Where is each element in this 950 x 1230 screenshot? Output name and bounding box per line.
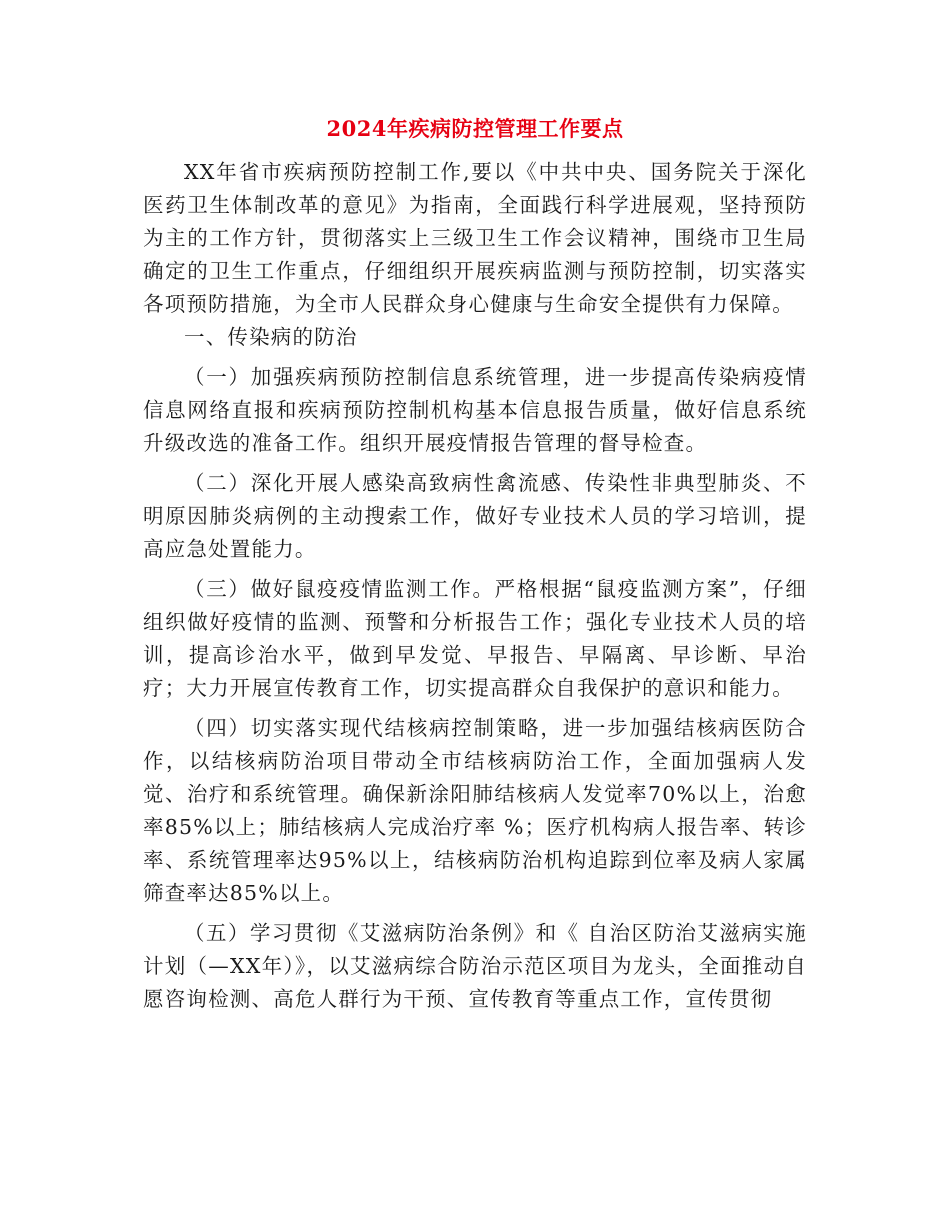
document-body (143, 156, 807, 1016)
paragraph-item-3: （三）做好鼠疫疫情监测工作。严格根据“鼠疫监测方案”，仔细组织做好疫情的监测、预警和分析报告工作；强化专业技术人员的培训，提高诊治水平，做到早发觉、早报告、早隔离、早诊断、早治疗；大力开展宣传教育工作，切实提高群众自我保护的意识和能力。 (143, 577, 807, 700)
paragraph-item-1: （一）加强疾病预防控制信息系统管理，进一步提高传染病疫情信息网络直报和疾病预防控制机构基本信息报告质量，做好信息系统升级改选的准备工作。组织开展疫情报告管理的督导检查。 (143, 365, 807, 455)
section-heading-infectious-disease: 一、传染病的防治 (184, 325, 358, 349)
paragraph-item-5: （五）学习贯彻《艾滋病防治条例》和《 自治区防治艾滋病实施计划（—XX年）》，以艾滋病综合防治示范区项目为龙头，全面推动自愿咨询检测、高危人群行为干预、宣传教育等重点工作，宣传贯彻 (143, 921, 807, 1011)
document-title: 2024年疾病防控管理工作要点 (326, 116, 624, 141)
paragraph-item-2: （二）深化开展人感染高致病性禽流感、传染性非典型肺炎、不明原因肺炎病例的主动搜索工作，做好专业技术人员的学习培训，提高应急处置能力。 (143, 471, 807, 561)
paragraph-item-4: （四）切实落实现代结核病控制策略，进一步加强结核病医防合作，以结核病防治项目带动全市结核病防治工作，全面加强病人发觉、治疗和系统管理。确保新涂阳肺结核病人发觉率70%以上，治愈率85%以上；肺结核病人完成治疗率 %；医疗机构病人报告率、转诊率、系统管理率达95%以上，结核病防治机构追踪到位率及病人家属筛查率达85%以上。 (143, 716, 807, 905)
paragraph-intro: XX年省市疾病预防控制工作,要以《中共中央、国务院关于深化医药卫生体制改革的意见》为指南，全面践行科学进展观，坚持预防为主的工作方针，贯彻落实上三级卫生工作会议精神，围绕市卫生局确定的卫生工作重点，仔细组织开展疾病监测与预防控制，切实落实各项预防措施，为全市人民群众身心健康与生命安全提供有力保障。 (143, 160, 807, 316)
